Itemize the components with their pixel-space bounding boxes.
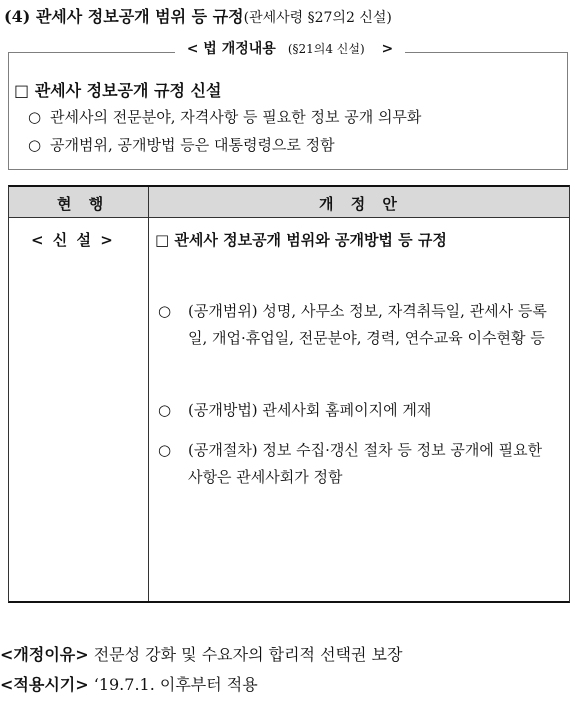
circle-bullet-icon: ○ xyxy=(28,136,42,154)
circle-bullet-icon: ○ xyxy=(158,441,172,459)
timing-text: ‘19.7.1. 이후부터 적용 xyxy=(88,675,258,694)
header-proposed: 개 정 안 xyxy=(319,195,403,213)
amendment-reason xyxy=(0,642,402,665)
current-cell: < 신 설 > xyxy=(31,231,115,249)
proposed-item: ○ (공개방법) 관세사회 홈페이지에 게재 xyxy=(158,397,560,424)
section-title xyxy=(4,4,392,27)
timing-label: <적용시기> xyxy=(0,675,89,694)
header-current: 현 행 xyxy=(57,195,110,213)
proposed-item: ○ (공개범위) 성명, 사무소 정보, 자격취득일, 관세사 등록일, 개업·휴업일, 전문분야, 경력, 연수교육 이수현황 등 xyxy=(158,298,560,352)
section-title-main: (4) 관세사 정보공개 범위 등 규정 xyxy=(4,7,244,26)
column-divider xyxy=(148,187,149,601)
law-amendment-caption: < 법 개정내용 (§21의4 신설) > xyxy=(0,38,580,58)
reason-label: <개정이유> xyxy=(0,645,89,664)
law-amendment-item: ○ 관세사의 전문분야, 자격사항 등 필요한 정보 공개 의무화 xyxy=(28,108,422,126)
law-amendment-item: ○ 공개범위, 공개방법 등은 대통령령으로 정함 xyxy=(28,136,335,154)
section-title-sub: (관세사령 §27의2 신설) xyxy=(243,10,392,26)
circle-bullet-icon: ○ xyxy=(158,401,172,419)
circle-bullet-icon: ○ xyxy=(158,302,172,320)
circle-bullet-icon: ○ xyxy=(28,108,42,126)
law-amendment-heading: □ 관세사 정보공개 규정 신설 xyxy=(14,81,222,100)
proposed-item: ○ (공개절차) 정보 수집·갱신 절차 등 정보 공개에 필요한 사항은 관세사회가 정함 xyxy=(158,437,560,491)
reason-text: 전문성 강화 및 수요자의 합리적 선택권 보장 xyxy=(88,645,403,664)
effective-date xyxy=(0,672,258,695)
proposed-heading: □ 관세사 정보공개 범위와 공개방법 등 규정 xyxy=(155,231,447,249)
table-header xyxy=(9,187,569,218)
comparison-table xyxy=(8,185,570,603)
